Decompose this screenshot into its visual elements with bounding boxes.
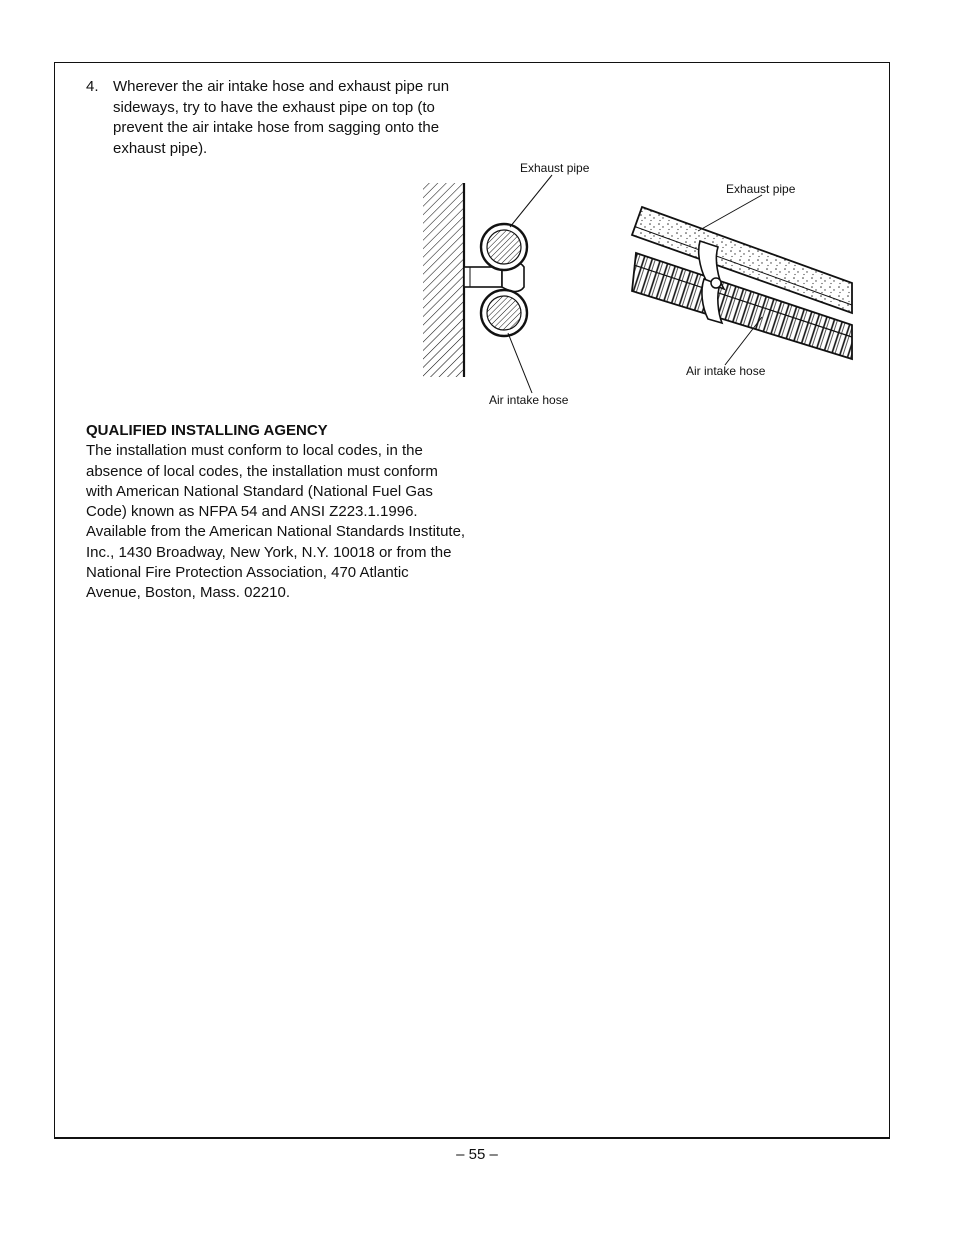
perspective-diagram xyxy=(630,195,852,365)
step-text: Wherever the air intake hose and exhaust pipe run sideways, try to have the exhaust pipe on top (to prevent the air intake hose from sagging onto the exhaust pipe). xyxy=(113,78,450,157)
cross-section-diagram xyxy=(420,175,600,390)
codes-paragraph: The installation must conform to local codes, in the absence of local codes, the installation must conform with American National Standard (National Fuel Gas Code) known as NFPA 54 and ANSI Z223.1.1996. xyxy=(86,442,438,521)
availability-paragraph: Available from the American National Standards Institute, Inc., 1430 Broadway, New York, N.Y. 10018 or from the National Fire Protection Association, 470 Atlantic Avenue, Boston, Mass. 02210. xyxy=(86,523,466,602)
left-exhaust-pipe-label: Exhaust pipe xyxy=(520,161,590,175)
right-air-intake-hose-label: Air intake hose xyxy=(686,364,766,378)
step-number: 4. xyxy=(86,78,99,95)
left-air-intake-hose-label: Air intake hose xyxy=(489,393,569,407)
page-number: – 55 – xyxy=(456,1146,498,1163)
right-exhaust-pipe-label: Exhaust pipe xyxy=(726,182,796,196)
section-heading: QUALIFIED INSTALLING AGENCY xyxy=(86,422,328,439)
qualified-installing-agency-section xyxy=(86,421,466,604)
